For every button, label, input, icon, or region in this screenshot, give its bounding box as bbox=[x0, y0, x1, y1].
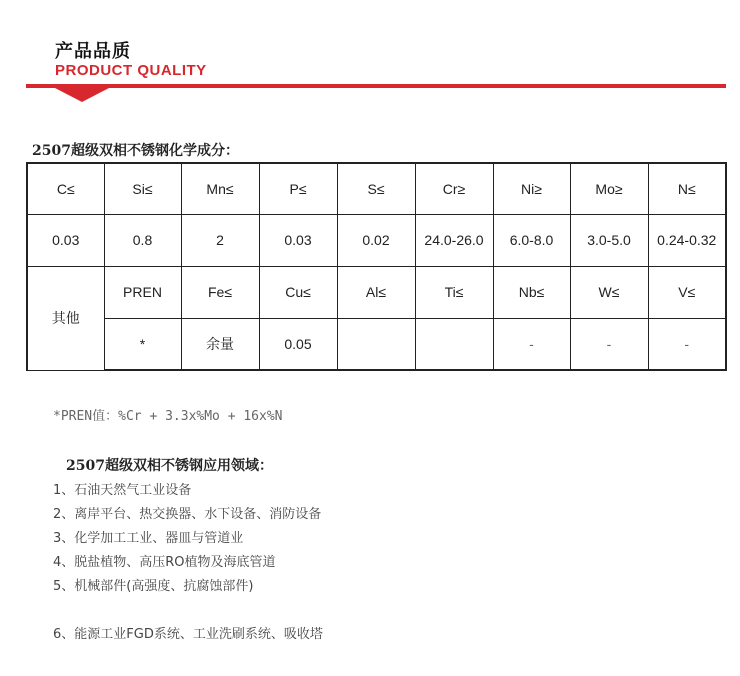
element-value: 0.02 bbox=[337, 214, 415, 266]
element-label: P≤ bbox=[259, 163, 337, 214]
list-item: 5、机械部件(高强度、抗腐蚀部件) bbox=[53, 579, 254, 594]
element-label: Nb≤ bbox=[493, 266, 570, 318]
element-label: C≤ bbox=[27, 163, 104, 214]
header-title-cn: 产品品质 bbox=[55, 41, 131, 62]
element-label: PREN bbox=[104, 266, 181, 318]
table-row bbox=[27, 318, 726, 370]
element-label: Mo≥ bbox=[570, 163, 648, 214]
element-value: 0.03 bbox=[259, 214, 337, 266]
element-value: 0.24-0.32 bbox=[648, 214, 726, 266]
header-divider-notch bbox=[55, 88, 109, 102]
element-label: Si≤ bbox=[104, 163, 181, 214]
list-item: 6、能源工业FGD系统、工业洗刷系统、吸收塔 bbox=[53, 627, 323, 642]
element-value: 6.0-8.0 bbox=[493, 214, 570, 266]
element-label: N≤ bbox=[648, 163, 726, 214]
element-value: 3.0-5.0 bbox=[570, 214, 648, 266]
element-value: * bbox=[104, 318, 181, 370]
element-value: 0.05 bbox=[259, 318, 337, 370]
applications-title: 2507超级双相不锈钢应用领域： bbox=[66, 458, 273, 474]
element-label: Ti≤ bbox=[415, 266, 493, 318]
element-label: Al≤ bbox=[337, 266, 415, 318]
list-item: 3、化学加工工业、器皿与管道业 bbox=[53, 531, 244, 546]
element-label: Cu≤ bbox=[259, 266, 337, 318]
list-item: 1、石油天然气工业设备 bbox=[53, 483, 192, 498]
element-value bbox=[337, 318, 415, 370]
element-label: Cr≥ bbox=[415, 163, 493, 214]
element-value: 0.03 bbox=[27, 214, 104, 266]
element-label: S≤ bbox=[337, 163, 415, 214]
element-label: V≤ bbox=[648, 266, 726, 318]
element-value: - bbox=[648, 318, 726, 370]
element-value: - bbox=[493, 318, 570, 370]
other-label: 其他 bbox=[27, 266, 104, 370]
element-label: Fe≤ bbox=[181, 266, 259, 318]
element-label: W≤ bbox=[570, 266, 648, 318]
element-value: - bbox=[570, 318, 648, 370]
element-value: 2 bbox=[181, 214, 259, 266]
list-item: 4、脱盐植物、高压RO植物及海底管道 bbox=[53, 555, 276, 570]
element-value: 0.8 bbox=[104, 214, 181, 266]
header-divider bbox=[26, 84, 726, 88]
table-row bbox=[27, 214, 726, 266]
element-value: 余量 bbox=[181, 318, 259, 370]
pren-formula: *PREN值：%Cr + 3.3x%Mo + 16x%N bbox=[53, 409, 283, 424]
composition-table bbox=[26, 162, 727, 371]
header-title-en: PRODUCT QUALITY bbox=[55, 62, 207, 79]
list-item: 2、离岸平台、热交换器、水下设备、消防设备 bbox=[53, 507, 322, 522]
element-label: Ni≥ bbox=[493, 163, 570, 214]
element-value bbox=[415, 318, 493, 370]
table-row bbox=[27, 266, 726, 318]
element-value: 24.0-26.0 bbox=[415, 214, 493, 266]
element-label: Mn≤ bbox=[181, 163, 259, 214]
composition-title: 2507超级双相不锈钢化学成分： bbox=[32, 143, 239, 159]
table-row bbox=[27, 163, 726, 214]
